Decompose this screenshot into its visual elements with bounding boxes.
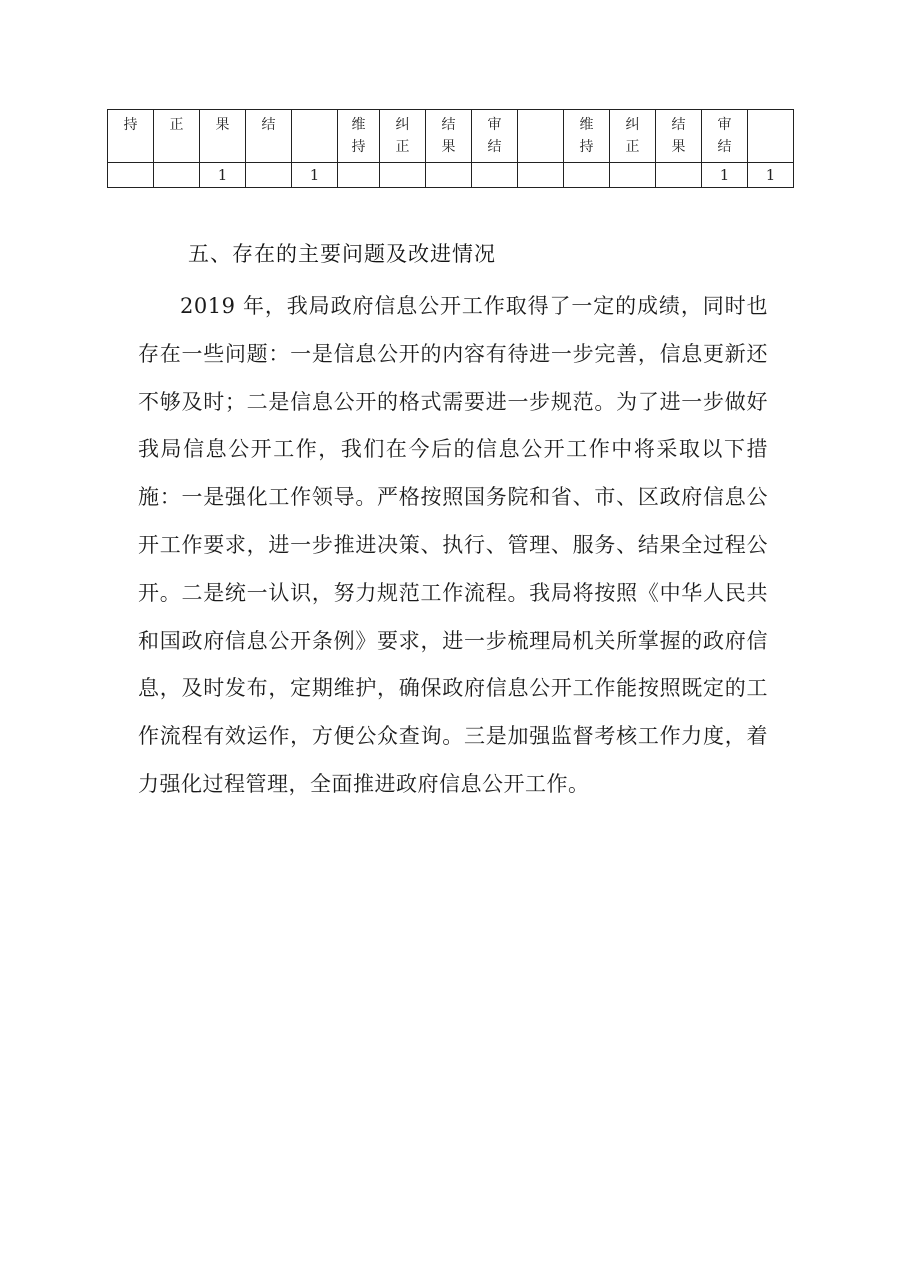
table-cell	[338, 163, 380, 188]
table-cell: 维持	[338, 110, 380, 163]
table-value-row	[108, 163, 794, 188]
table-cell: 持	[108, 110, 154, 163]
section-heading: 五、存在的主要问题及改进情况	[188, 242, 496, 266]
table-cell	[292, 110, 338, 163]
section-paragraph: 2019 年，我局政府信息公开工作取得了一定的成绩，同时也存在一些问题：一是信息公开的内容有待进一步完善，信息更新还不够及时；二是信息公开的格式需要进一步规范。为了进一步做好我局信息公开工作，我们在今后的信息公开工作中将采取以下措施：一是强化工作领导。严格按照国务院和省、市、区政府信息公开工作要求，进一步推进决策、执行、管理、服务、结果全过程公开。二是统一认识，努力规范工作流程。我局将按照《中华人民共和国政府信息公开条例》要求，进一步梳理局机关所掌握的政府信息，及时发布，定期维护，确保政府信息公开工作能按照既定的工作流程有效运作，方便公众查询。三是加强监督考核工作力度，着力强化过程管理，全面推进政府信息公开工作。	[138, 294, 768, 796]
table-cell: 审结	[702, 110, 748, 163]
table-cell: 纠正	[380, 110, 426, 163]
table-cell	[246, 163, 292, 188]
table-cell: 果	[200, 110, 246, 163]
table-cell	[380, 163, 426, 188]
table-cell	[518, 110, 564, 163]
table-cell	[426, 163, 472, 188]
table-cell: 维持	[564, 110, 610, 163]
table-cell: 纠正	[610, 110, 656, 163]
table-cell: 结果	[656, 110, 702, 163]
table-cell	[108, 163, 154, 188]
statistics-table	[107, 109, 794, 188]
table-cell	[518, 163, 564, 188]
table-cell	[748, 110, 794, 163]
table-cell: 1	[292, 163, 338, 188]
table-cell: 1	[702, 163, 748, 188]
table-header-row	[108, 110, 794, 163]
table-cell: 正	[154, 110, 200, 163]
table-cell: 1	[748, 163, 794, 188]
table-cell	[154, 163, 200, 188]
table-cell	[472, 163, 518, 188]
table-cell	[564, 163, 610, 188]
table-cell: 结果	[426, 110, 472, 163]
table-cell: 结	[246, 110, 292, 163]
table-cell: 1	[200, 163, 246, 188]
table-cell: 审结	[472, 110, 518, 163]
table-cell	[656, 163, 702, 188]
table-cell	[610, 163, 656, 188]
